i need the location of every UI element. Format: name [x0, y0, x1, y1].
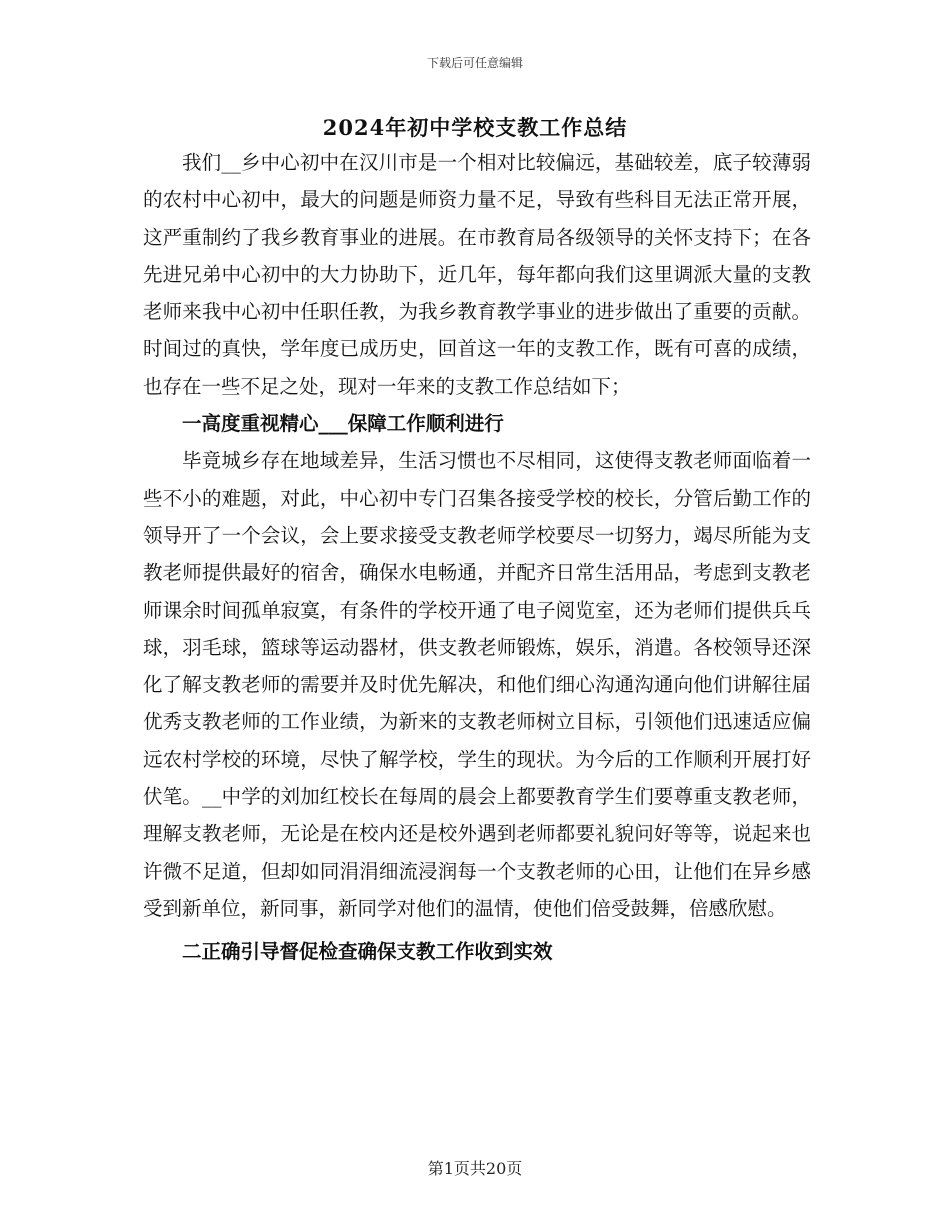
- section-1-paragraph: 毕竟城乡存在地域差异，生活习惯也不尽相同，这使得支教老师面临着一些不小的难题，对此，中心初中专门召集各接受学校的校长，分管后勤工作的领导开了一个会议，会上要求接受支教老师学校要尽一切努力，竭尽所能为支教老师提供最好的宿舍，确保水电畅通，并配齐日常生活用品，考虑到支教老师课余时间孤单寂寞，有条件的学校开通了电子阅览室，还为老师们提供兵乓球，羽毛球，篮球等运动器材，供支教老师锻炼，娱乐，消遣。各校领导还深化了解支教老师的需要并及时优先解决，和他们细心沟通沟通向他们讲解往届优秀支教老师的工作业绩，为新来的支教老师树立目标，引领他们迅速适应偏远农村学校的环境，尽快了解学校，学生的现状。为今后的工作顺利开展打好伏笔。__中学的刘加红校长在每周的晨会上都要教育学生们要尊重支教老师，理解支教老师，无论是在校内还是校外遇到老师都要礼貌问好等等，说起来也许微不足道，但却如同涓涓细流浸润每一个支教老师的心田，让他们在异乡感受到新单位，新同事，新同学对他们的温情，使他们倍受鼓舞，倍感欣慰。: [143, 449, 811, 920]
- section-2-heading: 二正确引导督促检查确保支教工作收到实效: [182, 940, 553, 964]
- header-note: 下载后可任意编辑: [426, 56, 523, 70]
- document-body: [143, 144, 811, 971]
- page-number: 第1页共20页: [427, 1159, 523, 1178]
- document-title: 2024年初中学校支教工作总结: [322, 115, 628, 140]
- section-1-heading: 一高度重视精心___保障工作顺利进行: [182, 412, 504, 436]
- intro-paragraph: 我们__乡中心初中在汉川市是一个相对比较偏远，基础较差，底子较薄弱的农村中心初中，最大的问题是师资力量不足，导致有些科目无法正常开展，这严重制约了我乡教育事业的进展。在市教育局各级领导的关怀支持下；在各先进兄弟中心初中的大力协助下，近几年，每年都向我们这里调派大量的支教老师来我中心初中任职任教，为我乡教育教学事业的进步做出了重要的贡献。时间过的真快，学年度已成历史，回首这一年的支教工作，既有可喜的成绩，也存在一些不足之处，现对一年来的支教工作总结如下；: [143, 151, 811, 398]
